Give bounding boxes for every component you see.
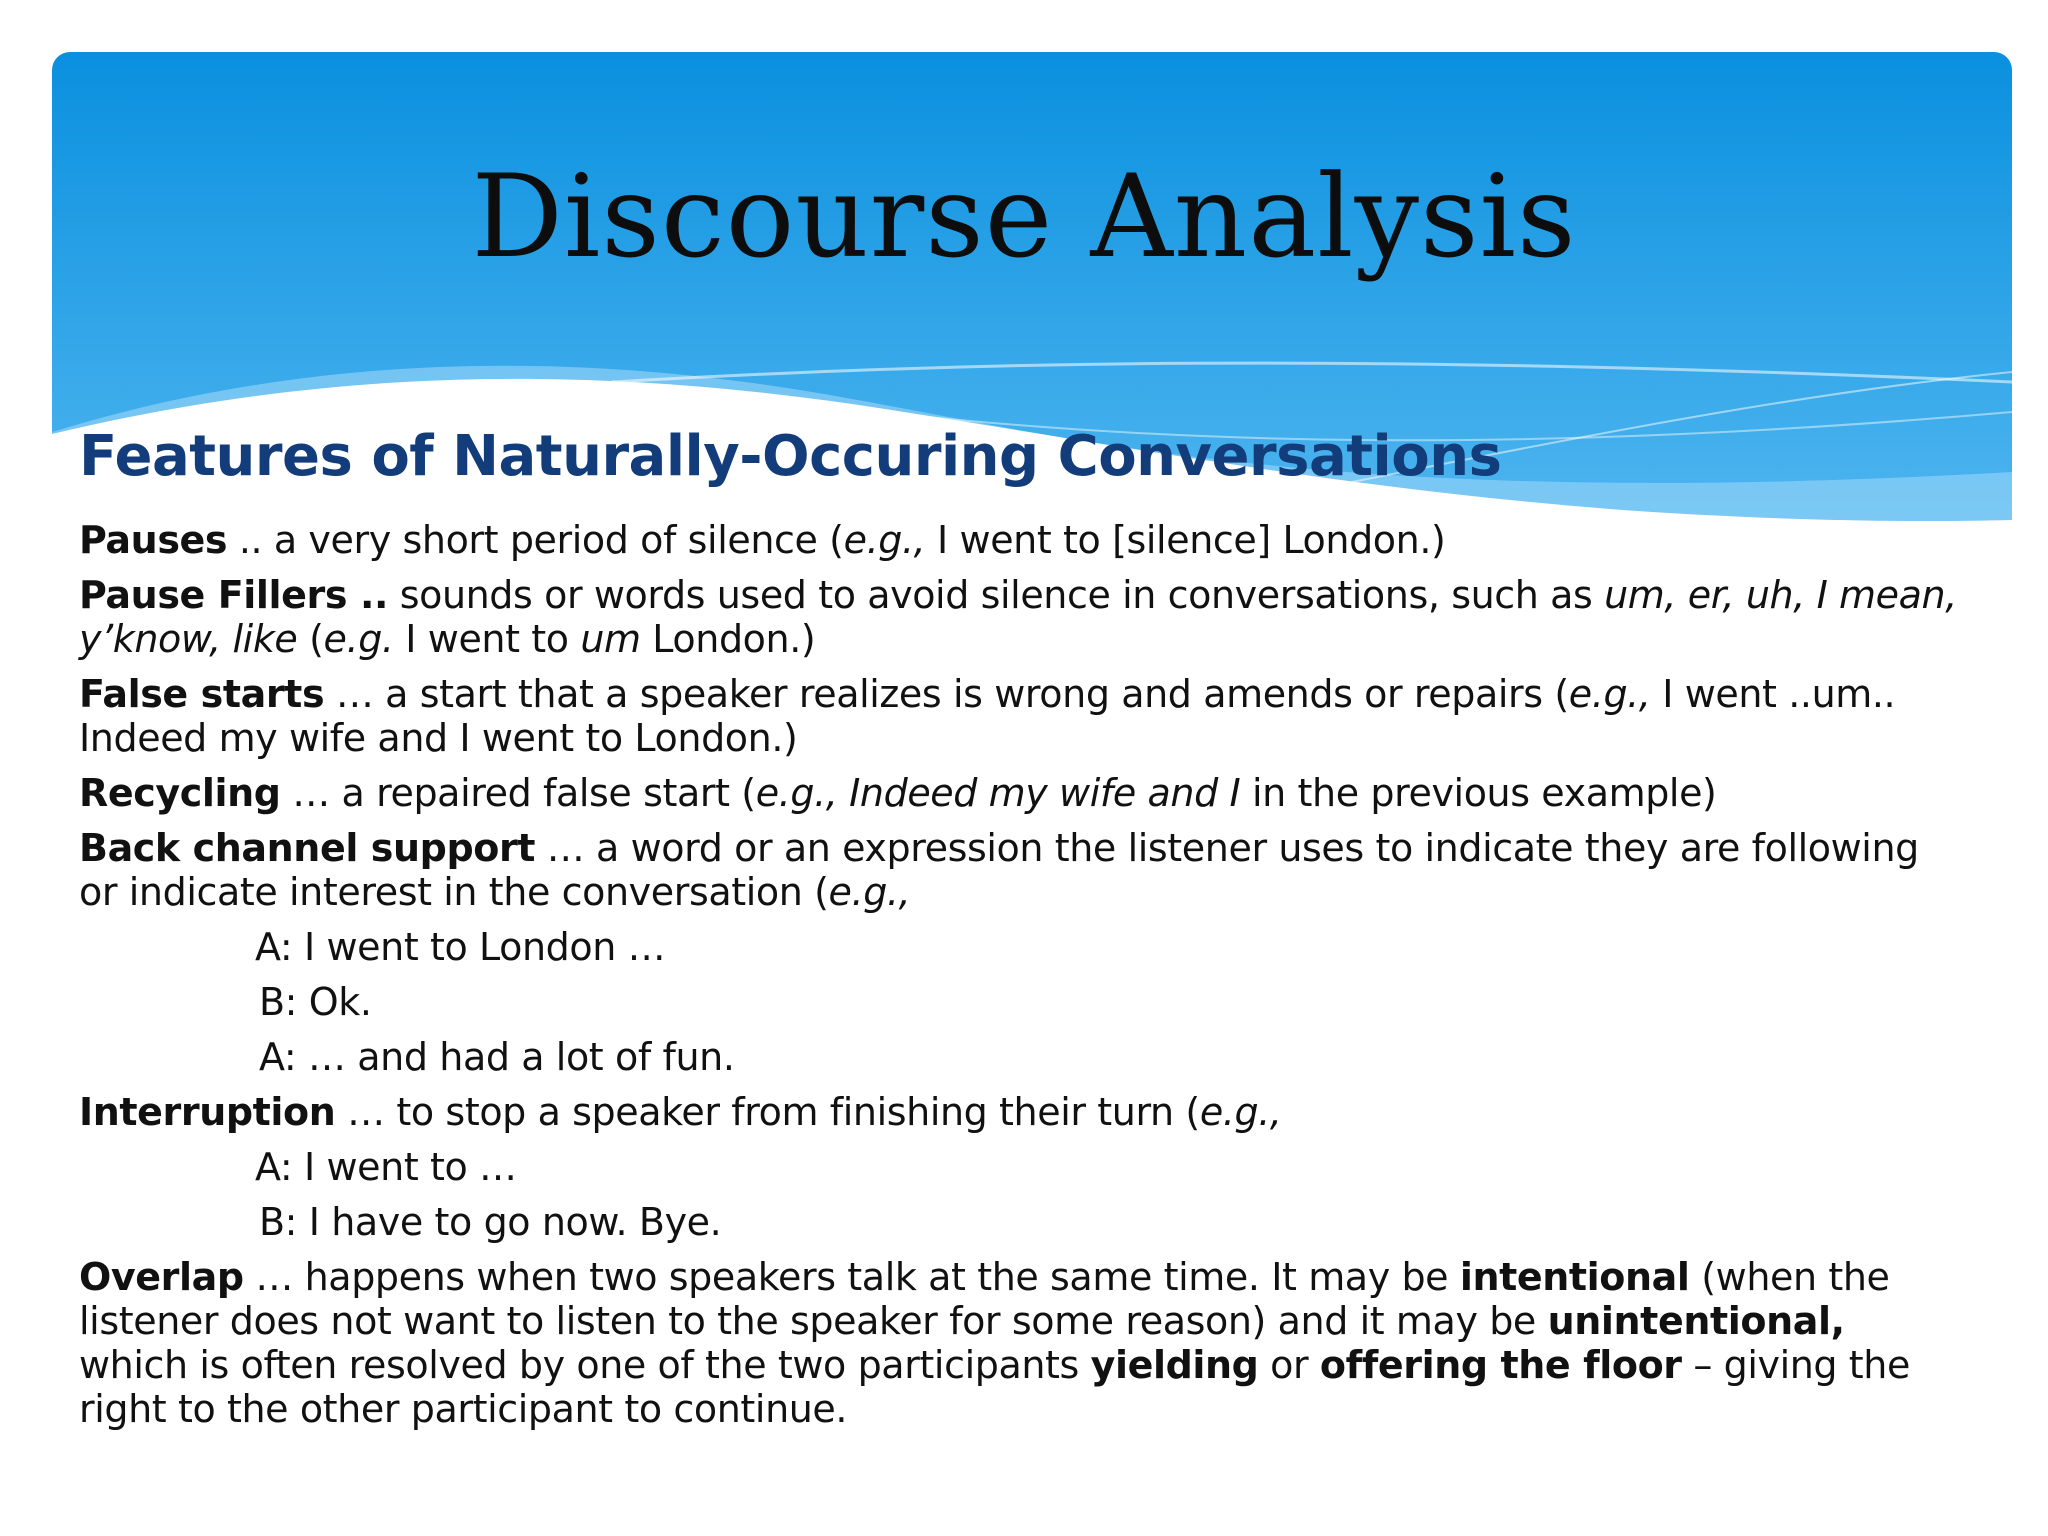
entry-false-starts: False starts … a start that a speaker realizes is wrong and amends or repairs (e.g., I went ..um.. Indeed my wife and I went to London.) bbox=[79, 672, 1896, 760]
keyword: offering the floor bbox=[1319, 1343, 1682, 1387]
term-false-starts: False starts bbox=[79, 672, 325, 716]
term-back-channel: Back channel support bbox=[79, 826, 536, 870]
dialogue-line: B: I have to go now. Bye. bbox=[259, 1200, 722, 1244]
page-title: Discourse Analysis bbox=[471, 150, 1577, 283]
entry-back-channel: Back channel support … a word or an expression the listener uses to indicate they are following or indicate interest in the conversation (e.g., bbox=[79, 826, 1919, 914]
term-pauses: Pauses bbox=[79, 518, 228, 562]
keyword: unintentional, bbox=[1547, 1299, 1845, 1343]
keyword: yielding bbox=[1090, 1343, 1259, 1387]
entry-overlap: Overlap … happens when two speakers talk at the same time. It may be intentional (when the listener does not want to listen to the speaker for some reason) and it may be unintentional, which is often resolved by one of the two participants yielding or offering the floor – giving the right to the other participant to continue. bbox=[79, 1255, 1910, 1431]
term-pause-fillers: Pause Fillers .. bbox=[79, 573, 389, 617]
dialogue-line: B: Ok. bbox=[259, 980, 372, 1024]
slide-body bbox=[79, 518, 1959, 1442]
dialogue-line: A: … and had a lot of fun. bbox=[259, 1035, 735, 1079]
entry-interruption: Interruption … to stop a speaker from finishing their turn (e.g., bbox=[79, 1090, 1282, 1134]
entry-recycling: Recycling … a repaired false start (e.g., Indeed my wife and I in the previous example) bbox=[79, 771, 1717, 815]
term-overlap: Overlap bbox=[79, 1255, 244, 1299]
keyword: intentional bbox=[1459, 1255, 1690, 1299]
dialogue-line: A: I went to … bbox=[255, 1145, 517, 1189]
term-interruption: Interruption bbox=[79, 1090, 336, 1134]
term-recycling: Recycling bbox=[79, 771, 281, 815]
dialogue-line: A: I went to London … bbox=[255, 925, 666, 969]
slide-subtitle: Features of Naturally-Occuring Conversations bbox=[79, 424, 1502, 489]
entry-pause-fillers: Pause Fillers .. sounds or words used to avoid silence in conversations, such as um, er, uh, I mean, y’know, like (e.g. I went to um London.) bbox=[79, 573, 1957, 661]
entry-pauses: Pauses .. a very short period of silence (e.g., I went to [silence] London.) bbox=[79, 518, 1446, 562]
